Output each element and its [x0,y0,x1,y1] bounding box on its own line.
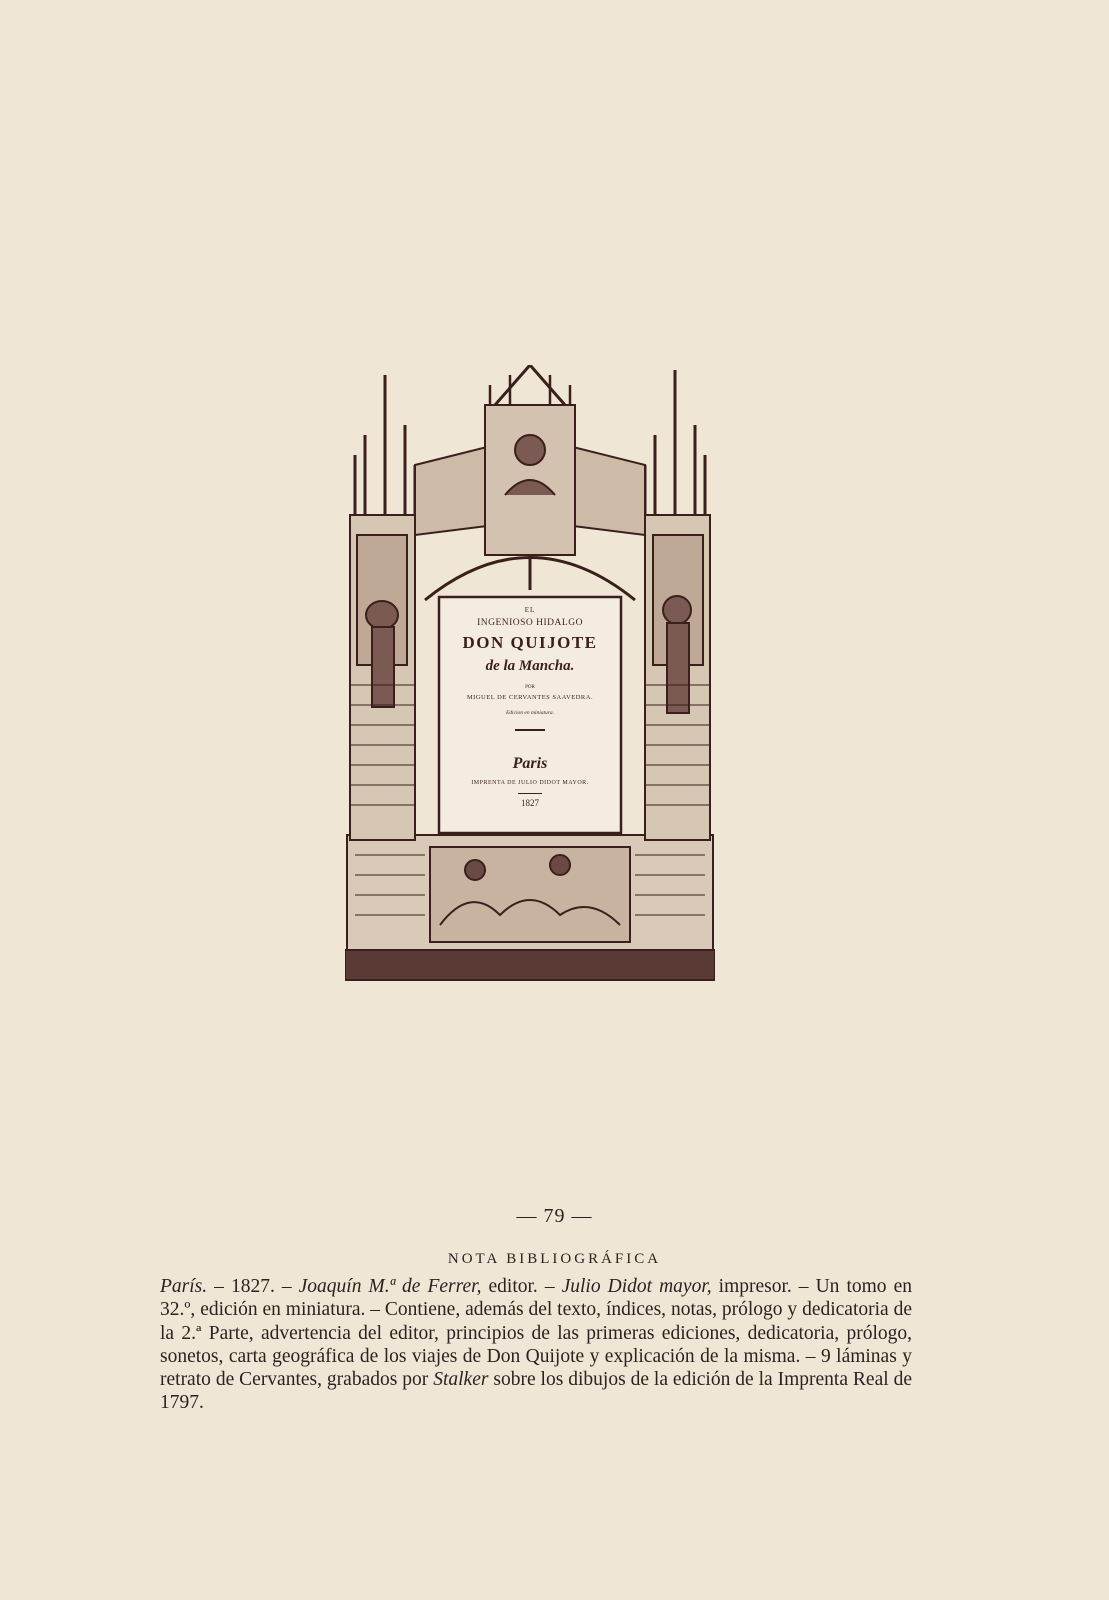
note-description: impresor. – Un tomo en 32.º, edición en miniatura. – Contiene, además del texto, índices, notas, prólogo y dedicatoria de la 2.ª Parte, advertencia del editor, principios de las primeras ediciones, dedicatoria, prólogo, sonetos, carta geográfica de los viajes de Don Quijote y explicación de la misma. – 9 láminas y retrato de Cervantes, grabados por [160,1276,912,1391]
note-editor: Joaquín M.ª de Ferrer, [298,1276,482,1297]
title-page-engraving [345,365,715,985]
bibliographic-note [160,1275,912,1415]
title-don-quijote: DON QUIJOTE [462,633,598,652]
note-editor-role: editor. – [481,1276,562,1297]
title-mancha: de la Mancha. [485,658,575,674]
note-year: – 1827. – [207,1276,299,1297]
title-edition: Edicion en miniatura. [505,710,555,716]
note-engraver: Stalker [433,1369,489,1391]
note-place: París. [160,1276,208,1297]
title-ingenioso: INGENIOSO HIDALGO [477,618,583,628]
title-printer: IMPRENTA DE JULIO DIDOT MAYOR. [471,780,589,786]
page-number: — 79 — [516,1205,593,1227]
title-year: 1827 [521,798,539,808]
title-por: POR [525,685,535,690]
title-page-text [442,600,618,830]
title-rule-small [518,793,542,794]
note-ending: sobre los dibujos de la edición de la Imprenta Real de 1797. [160,1369,912,1414]
title-author: MIGUEL DE CERVANTES SAAVEDRA. [466,694,594,701]
title-place: Paris [512,755,548,772]
section-title: NOTA BIBLIOGRÁFICA [447,1251,662,1267]
title-article: EL [524,606,536,614]
title-rule [515,729,545,731]
note-printer: Julio Didot mayor, [561,1276,712,1297]
